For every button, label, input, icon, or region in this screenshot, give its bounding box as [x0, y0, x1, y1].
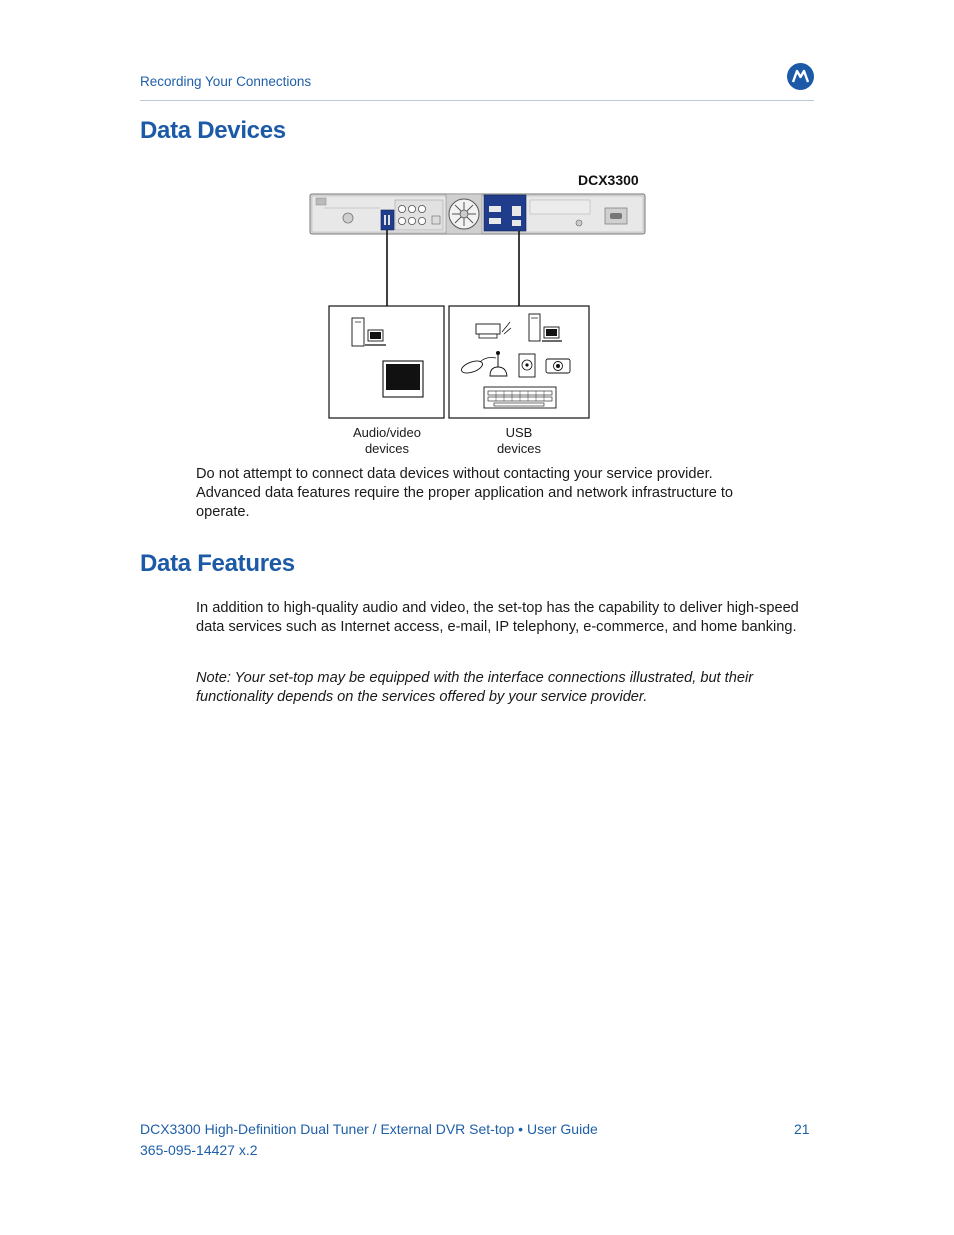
data-features-paragraph: In addition to high-quality audio and video, the set-top has the capability to deliver high-speed data services such as Internet access, e-mail, IP telephony, e-commerce, and home banking.: [196, 600, 799, 635]
data-devices-paragraph: Do not attempt to connect data devices without contacting your service provider. Advanced data features require the proper application and network infrastructure to operate.: [196, 466, 734, 520]
section-title-data-features: Data Features: [140, 550, 295, 577]
connection-diagram: [300, 168, 660, 463]
set-top-back-panel: [310, 194, 645, 234]
note-paragraph: Note: Your set-top may be equipped with the interface connections illustrated, but their functionality depends on the services offered by your service provider.: [196, 670, 754, 705]
footer-part-number: 365-095-14427 x.2: [140, 1142, 258, 1158]
header-rule: [140, 100, 814, 101]
av-caption-line1: Audio/video: [353, 425, 421, 440]
av-devices-box: [329, 306, 444, 418]
running-header: Recording Your Connections: [140, 74, 312, 89]
av-caption-line2: devices: [364, 441, 410, 456]
page-number: 21: [794, 1121, 810, 1137]
footer-title: DCX3300 High-Definition Dual Tuner / External DVR Set-top • User Guide: [140, 1121, 598, 1137]
model-label: DCX3300: [578, 172, 639, 188]
usb-caption-line2: devices: [496, 441, 542, 456]
usb-caption-line1: USB: [505, 425, 533, 440]
usb-devices-box: [449, 306, 589, 418]
section-title-data-devices: Data Devices: [140, 117, 286, 144]
motorola-logo-icon: [787, 63, 814, 90]
